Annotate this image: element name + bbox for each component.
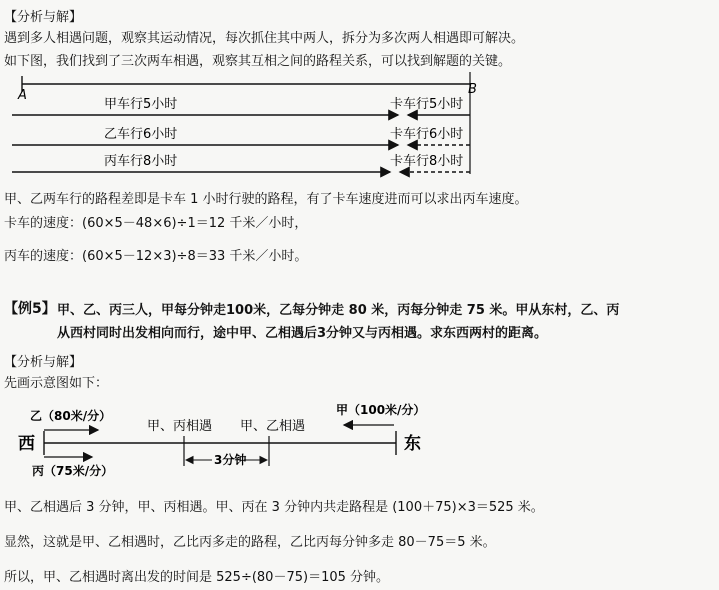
meet-jia-yi-label: 甲、乙相遇 (240, 419, 306, 434)
formula-bing-speed: 丙车的速度：(60×5－12×3)÷8＝33 千米／小时。 (4, 249, 308, 264)
formula-truck-speed: 卡车的速度：(60×5－48×6)÷1＝12 千米／小时， (4, 216, 308, 231)
example-line: 甲、乙、丙三人，甲每分钟走100米，乙每分钟走 80 米，丙每分钟走 75 米。甲从东村，乙、丙 (57, 303, 620, 318)
row1-left-label: 甲车行5小时 (104, 97, 178, 112)
section-heading-2: 【分析与解】 (4, 355, 83, 370)
gap-label: 3分钟 (214, 453, 247, 467)
paragraph-line: 显然，这就是甲、乙相遇时，乙比丙多走的路程，乙比丙每分钟多走 80－75＝5 米。 (4, 535, 496, 550)
example-line: 从西村同时出发相向而行，途中甲、乙相遇后3分钟又与丙相遇。求东西两村的距离。 (57, 326, 548, 341)
point-b: B (468, 82, 477, 97)
example-label: 【例5】 (4, 301, 56, 317)
bing-speed-label: 丙（75米/分） (32, 464, 114, 478)
yi-speed-label: 乙（80米/分） (30, 409, 112, 423)
paragraph-line: 甲、乙两车行的路程差即是卡车 1 小时行驶的路程，有了卡车速度进而可以求出丙车速度。 (4, 192, 528, 207)
paragraph-line: 遇到多人相遇问题，观察其运动情况，每次抓住其中两人，拆分为多次两人相遇即可解决。 (4, 31, 525, 46)
row2-left-label: 乙车行6小时 (104, 127, 178, 142)
row1-right-label: 卡车行5小时 (390, 97, 464, 112)
row3-left-label: 丙车行8小时 (104, 154, 178, 169)
paragraph-line: 如下图，我们找到了三次两车相遇，观察其互相之间的路程关系，可以找到解题的关键。 (4, 54, 512, 69)
label-east: 东 (404, 434, 421, 454)
point-a: A (18, 88, 27, 103)
label-west: 西 (18, 434, 35, 454)
meet-jia-bing-label: 甲、丙相遇 (147, 419, 213, 434)
row3-right-label: 卡车行8小时 (390, 154, 464, 169)
paragraph-line: 所以，甲、乙相遇时离出发的时间是 525÷(80－75)＝105 分钟。 (4, 570, 390, 585)
jia-speed-label: 甲（100米/分） (336, 403, 426, 417)
row2-right-label: 卡车行6小时 (390, 127, 464, 142)
diagram-intro: 先画示意图如下： (4, 376, 109, 391)
section-heading-1: 【分析与解】 (4, 10, 83, 25)
paragraph-line: 甲、乙相遇后 3 分钟，甲、丙相遇。甲、丙在 3 分钟内共走路程是 (100＋75)×3＝525 米。 (4, 500, 544, 515)
